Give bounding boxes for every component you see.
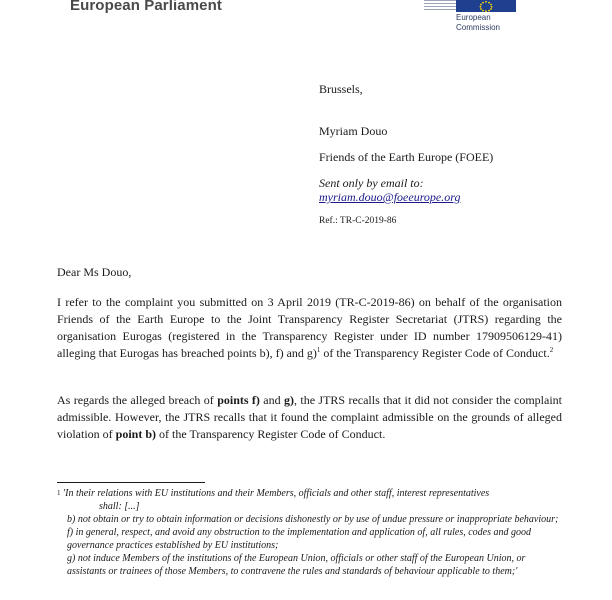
para1-text: I refer to the complaint you submitted on 3 April 2019 (TR-C-2019-86) on behalf of the organisation Friends of the Earth Europe to the Joint Transparency Register Secretariat (JTRS) regarding the organisation Eurogas (registered in the Transparency Register under ID number 17909506129-41) alleging that Eurogas has breached points b), f) and g) xyxy=(57,295,562,360)
footnote-intro-2: shall: [...] xyxy=(99,501,140,512)
footnote-1 xyxy=(57,487,562,578)
para1-text2: of the Transparency Register Code of Conduct. xyxy=(320,346,550,360)
ec-label-line1: European xyxy=(456,13,491,22)
european-parliament-logo: European Parliament xyxy=(70,0,222,14)
european-commission-logo xyxy=(424,0,516,42)
sent-by-note: Sent only by email to: xyxy=(319,176,424,190)
para2-t3: , the JTRS recalls that it did not consider the complaint admissible. However, the JTRS recalls that it found the complaint admissible on the grounds of alleged violation of xyxy=(57,393,563,441)
footnote-intro-text: 'In their relations with EU institutions and their Members, officials and other staff, interest representatives xyxy=(63,488,490,499)
footnote-item-g: g) not induce Members of the institutions of the European Union, officials or other staff of the European Union, or assistants or trainees of those Members, to contravene the rules and standards of behaviour applicable to them;' xyxy=(67,553,526,577)
footnote-number: 1 xyxy=(57,489,61,497)
european-commission-label xyxy=(456,13,500,33)
recipient-organisation: Friends of the Earth Europe (FOEE) xyxy=(319,150,494,164)
footnote-intro xyxy=(57,487,562,500)
paragraph-admissibility xyxy=(57,392,562,443)
ec-label-line2: Commission xyxy=(456,23,501,32)
eu-stars xyxy=(480,1,493,12)
logo-lines xyxy=(424,0,456,12)
para2-t1: As regards the alleged breach of xyxy=(57,393,218,407)
para2-b2: g) xyxy=(283,393,294,407)
para2-t4: of the Transparency Register Code of Conduct. xyxy=(156,427,386,441)
para2-b3: point b) xyxy=(115,427,157,441)
para2-b1: points f) xyxy=(217,393,260,407)
para2-t2: and xyxy=(259,393,284,407)
address-city: Brussels, xyxy=(319,82,363,96)
recipient-name: Myriam Douo xyxy=(319,124,388,138)
paragraph-complaint xyxy=(57,294,562,362)
footnote-item-b: b) not obtain or try to obtain information or decisions dishonestly or by use of undue pressure or inappropriate behaviour; xyxy=(67,514,559,525)
eu-flag-icon xyxy=(456,0,516,12)
footnote-ref-2[interactable]: 2 xyxy=(549,346,554,354)
footnote-ref-1[interactable]: 1 xyxy=(316,346,321,354)
salutation: Dear Ms Douo, xyxy=(57,265,132,279)
recipient-email-link[interactable]: myriam.douo@foeeurope.org xyxy=(319,190,461,204)
recipient-email-wrap xyxy=(319,190,460,205)
footnote-item-f: f) in general, respect, and avoid any obstruction to the implementation and application of, all rules, codes and good governance practices established by EU institutions; xyxy=(67,527,532,551)
footnote-divider xyxy=(57,482,205,483)
reference-number: Ref.: TR-C-2019-86 xyxy=(319,216,397,226)
